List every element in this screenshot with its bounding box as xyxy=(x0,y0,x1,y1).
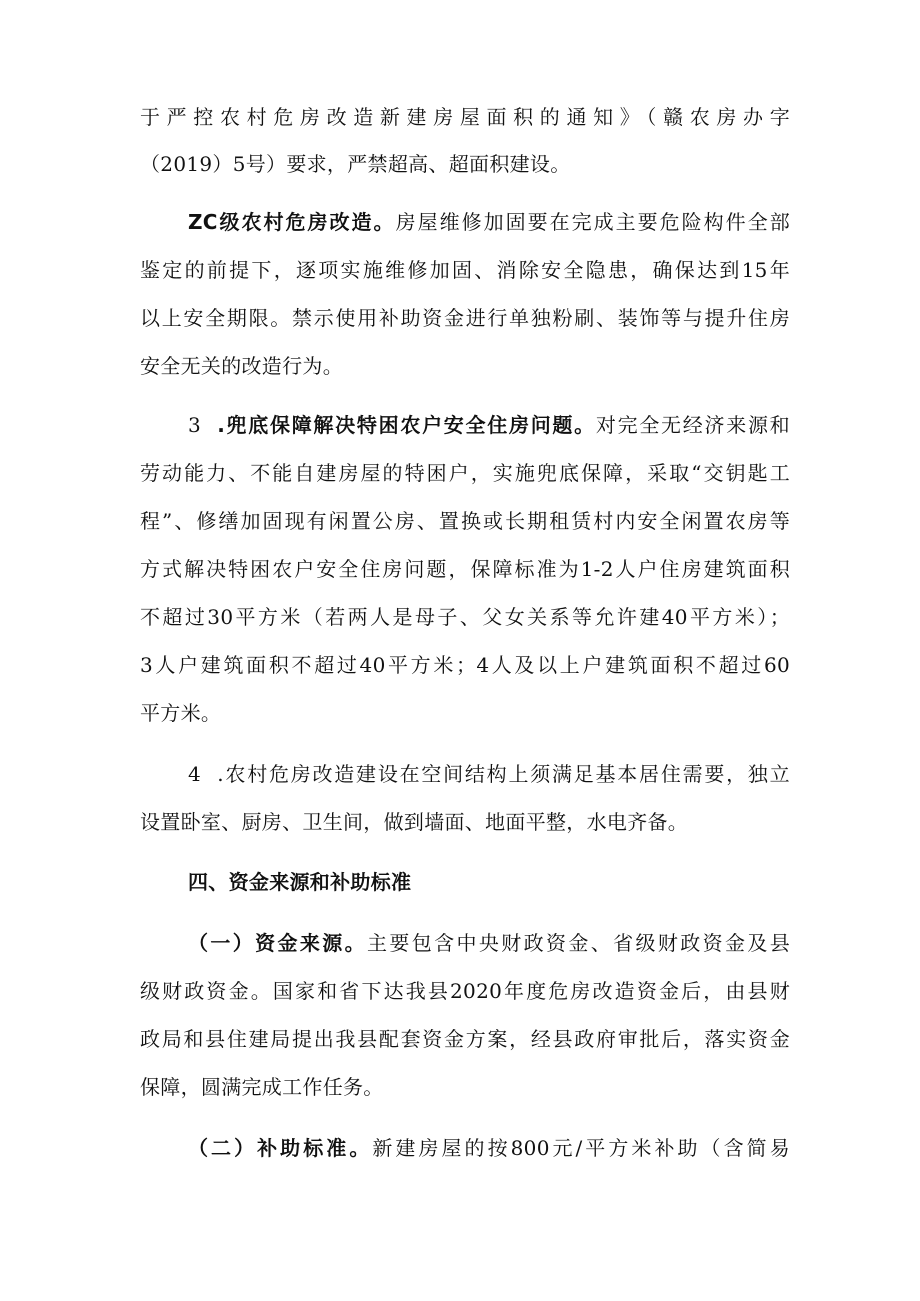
paragraph-6-line-1 xyxy=(188,1136,790,1160)
paragraph-2-line-1-text: 房屋维修加固要在完成主要危险构件全部 xyxy=(395,210,790,234)
paragraph-4-line-2: 设置卧室、厨房、卫生间，做到墙面、地面平整，水电齐备。 xyxy=(140,810,689,834)
paragraph-2-lead: ZC级农村危房改造。 xyxy=(188,210,396,234)
paragraph-3-number: 3 xyxy=(188,413,202,437)
paragraph-3-line-3: 程”、修缮加固现有闲置公房、置换或长期租赁村内安全闲置农房等 xyxy=(140,509,790,533)
paragraph-5-line-2: 级财政资金。国家和省下达我县2020年度危房改造资金后，由县财 xyxy=(140,979,790,1003)
paragraph-6-lead: （二）补助标准。 xyxy=(188,1136,373,1160)
paragraph-4-line-1 xyxy=(188,762,790,786)
paragraph-3-line-2: 劳动能力、不能自建房屋的特困户，实施兜底保障，采取“交钥匙工 xyxy=(140,461,790,485)
paragraph-2-line-4: 安全无关的改造行为。 xyxy=(140,354,343,378)
paragraph-5-line-3: 政局和县住建局提出我县配套资金方案，经县政府审批后，落实资金 xyxy=(140,1027,790,1051)
paragraph-3-lead: .兜底保障解决特困农户安全住房问题。 xyxy=(217,413,596,437)
paragraph-2-line-1 xyxy=(188,210,790,234)
paragraph-2-line-2: 鉴定的前提下，逐项实施维修加固、消除安全隐患，确保达到15年 xyxy=(140,258,790,282)
paragraph-5-line-1-text: 主要包含中央财政资金、省级财政资金及县 xyxy=(366,931,790,955)
paragraph-1-line-2: （2019）5号）要求，严禁超高、超面积建设。 xyxy=(140,152,571,176)
paragraph-5-line-1 xyxy=(188,931,790,955)
paragraph-3-line-7: 平方米。 xyxy=(140,701,222,725)
paragraph-6-line-1-text: 新建房屋的按800元/平方米补助（含简易 xyxy=(372,1136,790,1160)
paragraph-3-line-6: 3人户建筑面积不超过40平方米；4人及以上户建筑面积不超过60 xyxy=(140,653,790,677)
paragraph-3-line-1-text: 对完全无经济来源和 xyxy=(595,413,790,437)
paragraph-4-number: 4 xyxy=(188,762,202,786)
paragraph-3-line-4: 方式解决特困农户安全住房问题，保障标准为1-2人户住房建筑面积 xyxy=(140,557,790,581)
paragraph-3-line-1 xyxy=(188,413,790,437)
paragraph-1-line-1: 于严控农村危房改造新建房屋面积的通知》（赣农房办字 xyxy=(140,105,790,129)
paragraph-5-line-4: 保障，圆满完成工作任务。 xyxy=(140,1075,384,1099)
paragraph-4-line-1-text: .农村危房改造建设在空间结构上须满足基本居住需要，独立 xyxy=(217,762,790,786)
paragraph-5-lead: （一）资金来源。 xyxy=(188,931,367,955)
paragraph-2-line-3: 以上安全期限。禁示使用补助资金进行单独粉刷、装饰等与提升住房 xyxy=(140,306,790,330)
paragraph-3-line-5: 不超过30平方米（若两人是母子、父女关系等允许建40平方米）； xyxy=(140,605,790,629)
section-heading-4: 四、资金来源和补助标准 xyxy=(188,870,412,894)
